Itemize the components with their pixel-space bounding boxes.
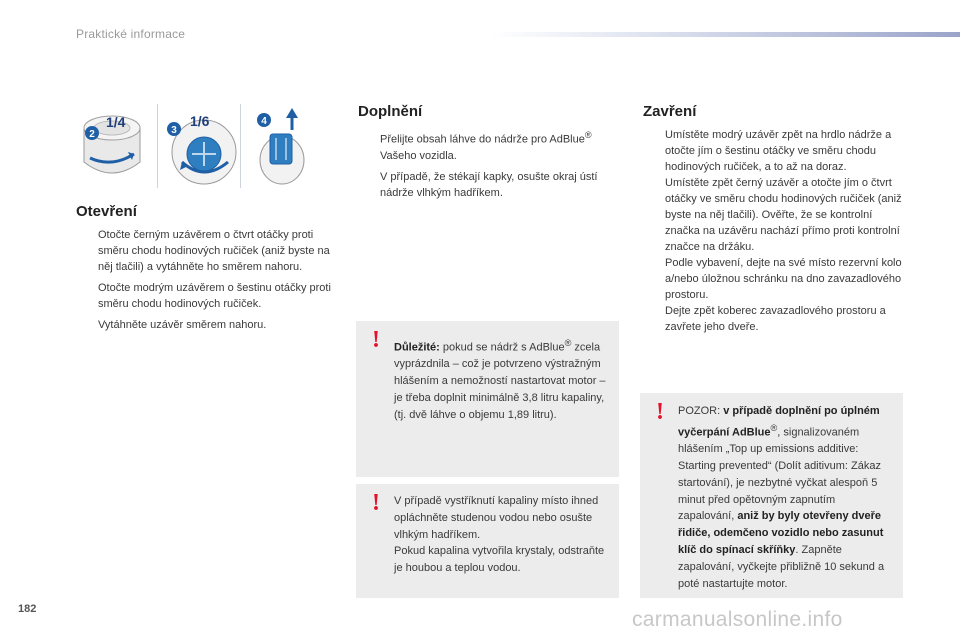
warning-icon: ! <box>372 490 380 516</box>
illustration-divider <box>240 104 241 188</box>
section-title-doplneni: Doplnění <box>358 103 423 120</box>
step-4-number: 4 <box>261 116 267 127</box>
important-notice <box>356 321 619 477</box>
list-item: Vytáhněte uzávěr směrem nahoru. <box>98 319 267 331</box>
list-item: Umístěte modrý uzávěr zpět na hrdlo nádrže a otočte jím o šestinu otáčky ve směru chodu hodinových ručiček, a to až na doraz. <box>665 129 892 173</box>
list-item: Dejte zpět koberec zavazadlového prostoru a zavřete jeho dveře. <box>665 305 886 333</box>
important-notice-text: Důležité: pokud se nádrž s AdBlue® zcela vyprázdnila – což je potvrzeno výstražným hlášením a nemožností nastartovat motor – je třeba doplnit minimálně 3,8 litru kapaliny, (tj. dvě láhve o objemu 1,89 litru). <box>394 338 606 421</box>
step-4-lift-cap-image <box>257 108 304 184</box>
page-header-title: Praktické informace <box>76 27 186 41</box>
page-number: 182 <box>18 603 37 615</box>
step-2-fraction: 1/4 <box>106 114 126 130</box>
section-title-otevreni: Otevření <box>76 203 137 220</box>
adblue-cap-illustration <box>70 102 310 190</box>
doplneni-list <box>358 127 620 206</box>
pozor-notice <box>640 393 903 598</box>
step-2-black-cap-image <box>84 114 140 173</box>
zavreni-list <box>643 127 909 335</box>
list-item: Podle vybavení, dejte na své místo rezervní kolo a/nebo úložnou schránku na dno zavazadlového prostoru. <box>665 257 902 301</box>
list-item: Umístěte zpět černý uzávěr a otočte jím o čtvrt otáčky ve směru chodu hodinových ručiček (aniž byste na něj tlačili). Ověřte, že se kontrolní značka na uzávěru nachází přímo proti kontrolní značce na držáku. <box>665 177 902 253</box>
step-3-fraction: 1/6 <box>190 113 210 129</box>
list-item: Přelijte obsah láhve do nádrže pro AdBlue® Vašeho vozidla. <box>380 130 592 162</box>
list-item: Otočte černým uzávěrem o čtvrt otáčky proti směru chodu hodinových ručiček (aniž byste na něj tlačili) a vytáhněte ho směrem nahoru. <box>98 229 330 273</box>
step-3-blue-cap-image <box>167 113 236 184</box>
step-2-number: 2 <box>89 129 95 140</box>
section-title-zavreni: Zavření <box>643 103 697 120</box>
splash-notice <box>356 484 619 598</box>
header-decoration-bar <box>490 32 960 37</box>
warning-icon: ! <box>656 399 664 425</box>
otevreni-list <box>76 227 346 338</box>
warning-icon: ! <box>372 327 380 353</box>
pozor-notice-text: POZOR: v případě doplnění po úplném vyčerpání AdBlue®, signalizovaném hlášením „Top up emissions additive: Starting prevented“ (Dolít aditivum: Zákaz startování), je nezbytné vyčkat alespoň 5 minut před opětovným zapnutím zapalování, aniž by byly otevřeny dveře řidiče, odemčeno vozidlo nebo zasunut klíč do spínací skříňky. Zapněte zapalování, vyčkejte přibližně 10 sekund a poté nastartujte motor. <box>678 405 885 590</box>
splash-notice-text: V případě vystříknutí kapaliny místo ihned opláchněte studenou vodou nebo osušte vlhkým hadříkem. Pokud kapalina vytvořila krystaly, odstraňte je houbou a teplou vodou. <box>394 495 605 575</box>
list-item: Otočte modrým uzávěrem o šestinu otáčky proti směru chodu hodinových ručiček. <box>98 282 331 310</box>
step-3-number: 3 <box>171 125 177 136</box>
illustration-divider <box>157 104 158 188</box>
watermark: carmanualsonline.info <box>632 608 843 631</box>
list-item: V případě, že stékají kapky, osušte okraj ústí nádrže vlhkým hadříkem. <box>380 170 598 199</box>
